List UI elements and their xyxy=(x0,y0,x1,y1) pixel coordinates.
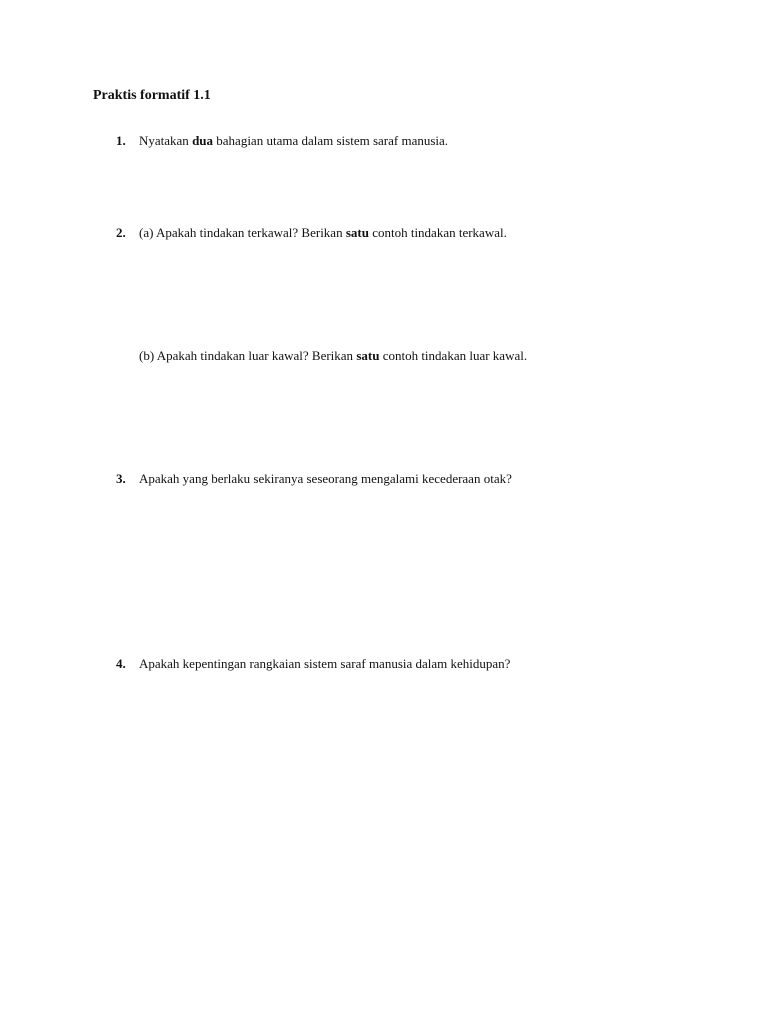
question-number: 2. xyxy=(116,225,126,240)
question-text-part: contoh tindakan luar kawal. xyxy=(379,348,528,363)
question-text-part: Nyatakan xyxy=(139,133,193,148)
question-text xyxy=(139,225,507,240)
question-emphasis: satu xyxy=(345,225,369,240)
question-emphasis: dua xyxy=(192,133,214,148)
question-text xyxy=(139,348,527,363)
question-3 xyxy=(116,471,512,487)
question-number: 3. xyxy=(116,471,126,486)
question-text-part: bahagian utama dalam sistem saraf manusia. xyxy=(213,133,449,148)
question-1 xyxy=(116,133,448,149)
question-text-part: (b) Apakah tindakan luar kawal? Berikan xyxy=(139,348,357,363)
question-text-part: (a) Apakah tindakan terkawal? Berikan xyxy=(139,225,346,240)
question-text: Apakah yang berlaku sekiranya seseorang mengalami kecederaan otak? xyxy=(139,471,512,486)
question-4 xyxy=(116,656,510,672)
question-2a xyxy=(116,225,507,241)
question-text xyxy=(139,133,448,148)
question-emphasis: satu xyxy=(356,348,380,363)
question-text: Apakah kepentingan rangkaian sistem saraf manusia dalam kehidupan? xyxy=(139,656,511,671)
worksheet-title: Praktis formatif 1.1 xyxy=(93,88,211,103)
question-text-part: contoh tindakan terkawal. xyxy=(368,225,507,240)
question-number: 1. xyxy=(116,133,126,148)
question-number: 4. xyxy=(116,656,126,671)
question-2b xyxy=(139,348,527,364)
